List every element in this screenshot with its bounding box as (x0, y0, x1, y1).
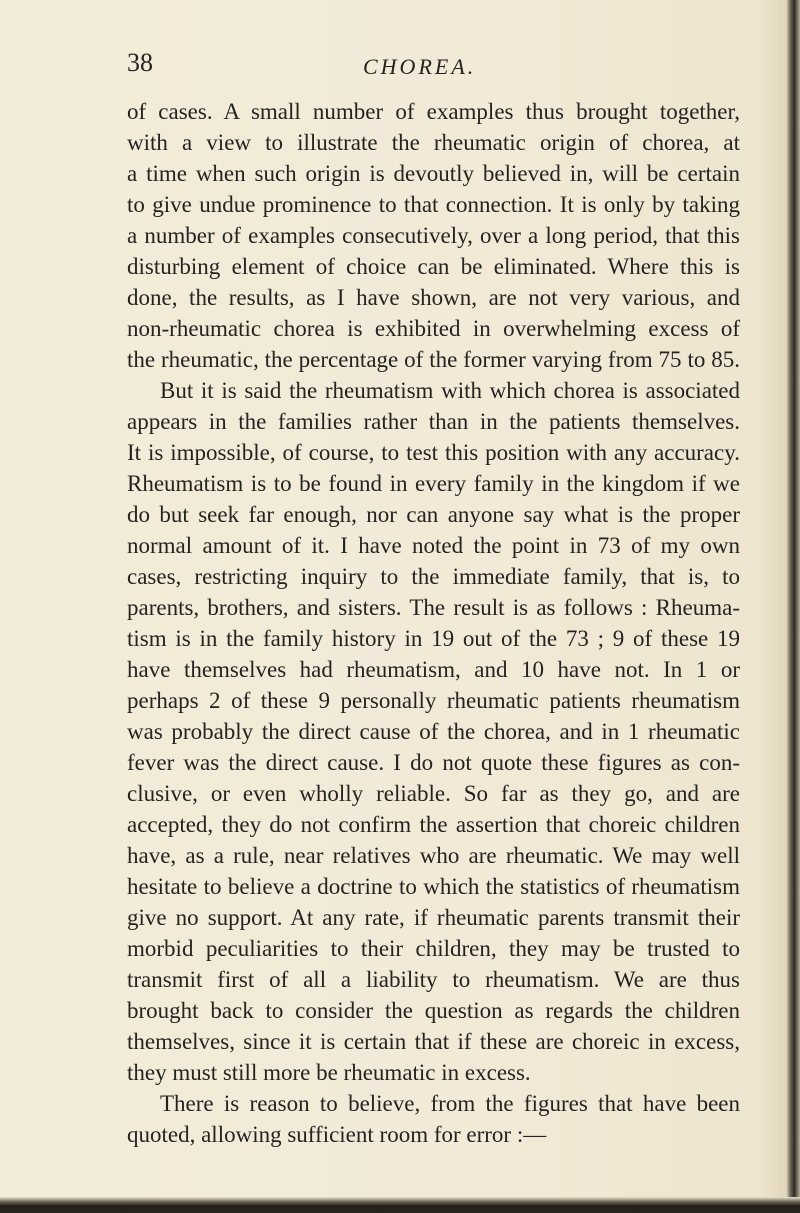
text-line: to give undue prominence to that connection. It is only by taking (127, 192, 740, 217)
page-edge-bottom (0, 1197, 800, 1213)
text-line: they must still more be rheumatic in excess. (127, 1060, 531, 1085)
text-line: transmit first of all a liability to rheumatism. We are thus (127, 967, 740, 992)
text-line: tism is in the family history in 19 out of the 73 ; 9 of these 19 (127, 626, 740, 651)
text-line: parents, brothers, and sisters. The result is as follows : Rheuma- (127, 595, 740, 620)
text-line: was probably the direct cause of the chorea, and in 1 rheumatic (127, 719, 740, 744)
text-line: a number of examples consecutively, over a long period, that this (127, 223, 740, 248)
text-line: But it is said the rheumatism with which chorea is associated (160, 378, 740, 403)
text-line: It is impossible, of course, to test this position with any accuracy. (127, 440, 740, 465)
text-line: give no support. At any rate, if rheumatic parents transmit their (127, 905, 740, 930)
text-line: quoted, allowing sufficient room for error :— (127, 1122, 547, 1147)
text-line: clusive, or even wholly reliable. So far as they go, and are (127, 781, 740, 806)
text-line: perhaps 2 of these 9 personally rheumatic patients rheumatism (127, 688, 740, 713)
page-number: 38 (127, 48, 153, 77)
text-line: appears in the families rather than in the patients themselves. (127, 409, 740, 434)
text-line: done, the results, as I have shown, are not very various, and (127, 285, 740, 310)
text-line: disturbing element of choice can be eliminated. Where this is (127, 254, 740, 279)
text-line: do but seek far enough, nor can anyone say what is the proper (127, 502, 740, 527)
text-line: brought back to consider the question as regards the children (127, 998, 740, 1023)
text-line: have, as a rule, near relatives who are rheumatic. We may well (127, 843, 740, 868)
text-line: have themselves had rheumatism, and 10 have not. In 1 or (127, 657, 740, 682)
text-line: accepted, they do not confirm the assertion that choreic children (127, 812, 740, 837)
text-line: non-rheumatic chorea is exhibited in overwhelming excess of (127, 316, 740, 341)
text-line: a time when such origin is devoutly believed in, will be certain (127, 161, 740, 186)
text-line: normal amount of it. I have noted the point in 73 of my own (127, 533, 740, 558)
text-line: Rheumatism is to be found in every family in the kingdom if we (127, 471, 740, 496)
text-line: cases, restricting inquiry to the immediate family, that is, to (127, 564, 740, 589)
text-line: fever was the direct cause. I do not quote these figures as con- (127, 750, 740, 775)
text-line: hesitate to believe a doctrine to which the statistics of rheumatism (127, 874, 740, 899)
text-line: There is reason to believe, from the figures that have been (160, 1091, 740, 1116)
text-line: the rheumatic, the percentage of the former varying from 75 to 85. (127, 347, 740, 372)
text-line: of cases. A small number of examples thus brought together, (127, 99, 740, 124)
text-line: with a view to illustrate the rheumatic origin of chorea, at (127, 130, 740, 155)
running-head: CHOREA. (363, 54, 477, 79)
text-line: morbid peculiarities to their children, they may be trusted to (127, 936, 740, 961)
page-edge-right (786, 0, 800, 1213)
text-line: themselves, since it is certain that if these are choreic in excess, (127, 1029, 740, 1054)
